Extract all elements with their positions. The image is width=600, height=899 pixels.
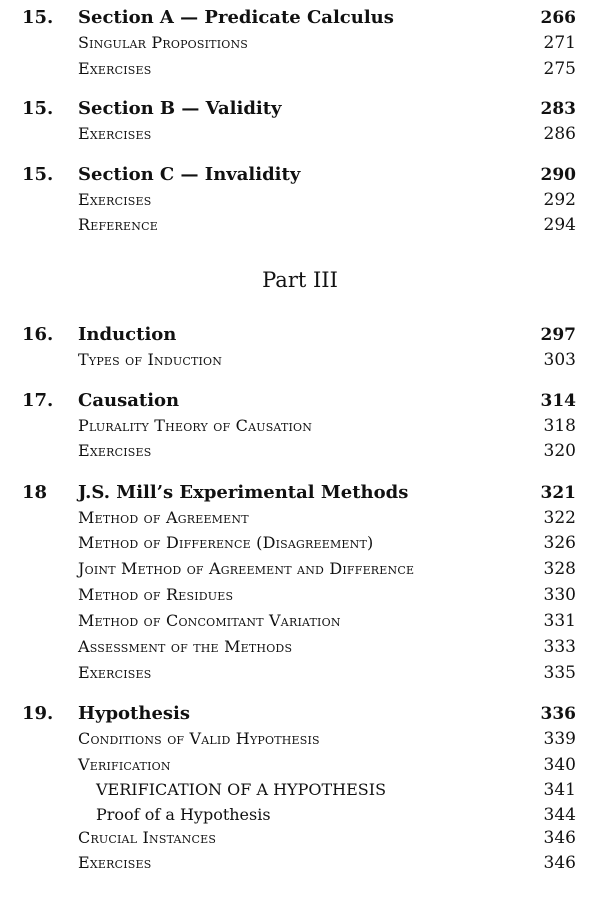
entry-title: Conditions of Valid Hypothesis bbox=[78, 729, 320, 748]
chapter-title: Hypothesis bbox=[78, 703, 191, 724]
page-number: 333 bbox=[543, 637, 576, 657]
page-number: 340 bbox=[543, 755, 576, 775]
chapter-title: J.S. Mill’s Experimental Methods bbox=[78, 482, 409, 503]
entry-title: Reference bbox=[78, 215, 158, 234]
toc-entry-row bbox=[0, 661, 600, 685]
toc-entry-row bbox=[0, 348, 600, 372]
page-number: 318 bbox=[543, 416, 576, 436]
entry-title: Types of Induction bbox=[78, 350, 223, 369]
page-number: 286 bbox=[543, 124, 576, 144]
page-number: 266 bbox=[540, 8, 576, 28]
page-number: 341 bbox=[543, 780, 576, 800]
page-number: 346 bbox=[543, 853, 576, 873]
entry-title: Exercises bbox=[78, 441, 152, 460]
page-number: 339 bbox=[543, 729, 576, 749]
toc-entry-row bbox=[0, 188, 600, 212]
page-number: 344 bbox=[543, 805, 576, 825]
page-number: 275 bbox=[543, 59, 576, 79]
chapter-number: 15. bbox=[22, 7, 54, 28]
page-number: 335 bbox=[543, 663, 576, 683]
page-number: 328 bbox=[543, 559, 576, 579]
page-number: 271 bbox=[543, 33, 576, 53]
toc-entry-row bbox=[0, 635, 600, 659]
toc-entry-row bbox=[0, 57, 600, 81]
page-number: 297 bbox=[540, 325, 576, 345]
chapter-number: 19. bbox=[22, 703, 54, 724]
chapter-title: Section B — Validity bbox=[78, 98, 282, 119]
toc-entry-row bbox=[0, 826, 600, 850]
page-number: 330 bbox=[543, 585, 576, 605]
entry-title: Joint Method of Agreement and Difference bbox=[78, 559, 415, 578]
page-number: 283 bbox=[540, 99, 576, 119]
entry-title: Exercises bbox=[78, 59, 152, 78]
toc-entry-row bbox=[0, 531, 600, 555]
entry-title: Crucial Instances bbox=[78, 828, 217, 847]
toc-chapter-row bbox=[0, 702, 600, 726]
toc-chapter-row bbox=[0, 481, 600, 505]
entry-title: Exercises bbox=[78, 663, 152, 682]
toc-entry-row bbox=[0, 213, 600, 237]
toc-chapter-row bbox=[0, 6, 600, 30]
entry-title: Method of Difference (Disagreement) bbox=[78, 533, 374, 552]
page-number: 321 bbox=[540, 483, 576, 503]
chapter-title: Section A — Predicate Calculus bbox=[78, 7, 394, 28]
toc-entry-row bbox=[0, 778, 600, 802]
chapter-number: 17. bbox=[22, 390, 54, 411]
entry-title: Exercises bbox=[78, 190, 152, 209]
entry-title: Method of Residues bbox=[78, 585, 234, 604]
chapter-number: 15. bbox=[22, 98, 54, 119]
chapter-number: 15. bbox=[22, 164, 54, 185]
entry-title: Exercises bbox=[78, 853, 152, 872]
toc-entry-row bbox=[0, 557, 600, 581]
page-number: 322 bbox=[543, 508, 576, 528]
toc-entry-row bbox=[0, 609, 600, 633]
page-number: 290 bbox=[540, 165, 576, 185]
entry-title: Verification bbox=[78, 755, 171, 774]
entry-title: Proof of a Hypothesis bbox=[96, 805, 271, 824]
page-number: 326 bbox=[543, 533, 576, 553]
toc-chapter-row bbox=[0, 97, 600, 121]
toc-chapter-row bbox=[0, 389, 600, 413]
chapter-title: Induction bbox=[78, 324, 177, 345]
entry-title: Method of Concomitant Variation bbox=[78, 611, 341, 630]
page-number: 292 bbox=[543, 190, 576, 210]
page-number: 303 bbox=[543, 350, 576, 370]
entry-title: Plurality Theory of Causation bbox=[78, 416, 313, 435]
page-number: 320 bbox=[543, 441, 576, 461]
toc-chapter-row bbox=[0, 323, 600, 347]
page-number: 331 bbox=[543, 611, 576, 631]
toc-entry-row bbox=[0, 851, 600, 875]
chapter-title: Section C — Invalidity bbox=[78, 164, 301, 185]
toc-entry-row bbox=[0, 439, 600, 463]
toc-entry-row bbox=[0, 506, 600, 530]
page-number: 314 bbox=[540, 391, 576, 411]
chapter-number: 16. bbox=[22, 324, 54, 345]
toc-entry-row bbox=[0, 122, 600, 146]
toc-chapter-row bbox=[0, 163, 600, 187]
chapter-number: 18 bbox=[22, 482, 48, 503]
entry-title: Exercises bbox=[78, 124, 152, 143]
toc-entry-row bbox=[0, 414, 600, 438]
toc-entry-row bbox=[0, 31, 600, 55]
entry-title: Assessment of the Methods bbox=[78, 637, 293, 656]
chapter-title: Causation bbox=[78, 390, 180, 411]
entry-title: VERIFICATION OF A HYPOTHESIS bbox=[96, 780, 387, 799]
toc-entry-row bbox=[0, 803, 600, 827]
entry-title: Method of Agreement bbox=[78, 508, 249, 527]
entry-title: Singular Propositions bbox=[78, 33, 249, 52]
page-number: 336 bbox=[540, 704, 576, 724]
page-number: 346 bbox=[543, 828, 576, 848]
toc-entry-row bbox=[0, 753, 600, 777]
page-number: 294 bbox=[543, 215, 576, 235]
toc-entry-row bbox=[0, 727, 600, 751]
part-heading: Part III bbox=[262, 268, 338, 292]
toc-entry-row bbox=[0, 583, 600, 607]
